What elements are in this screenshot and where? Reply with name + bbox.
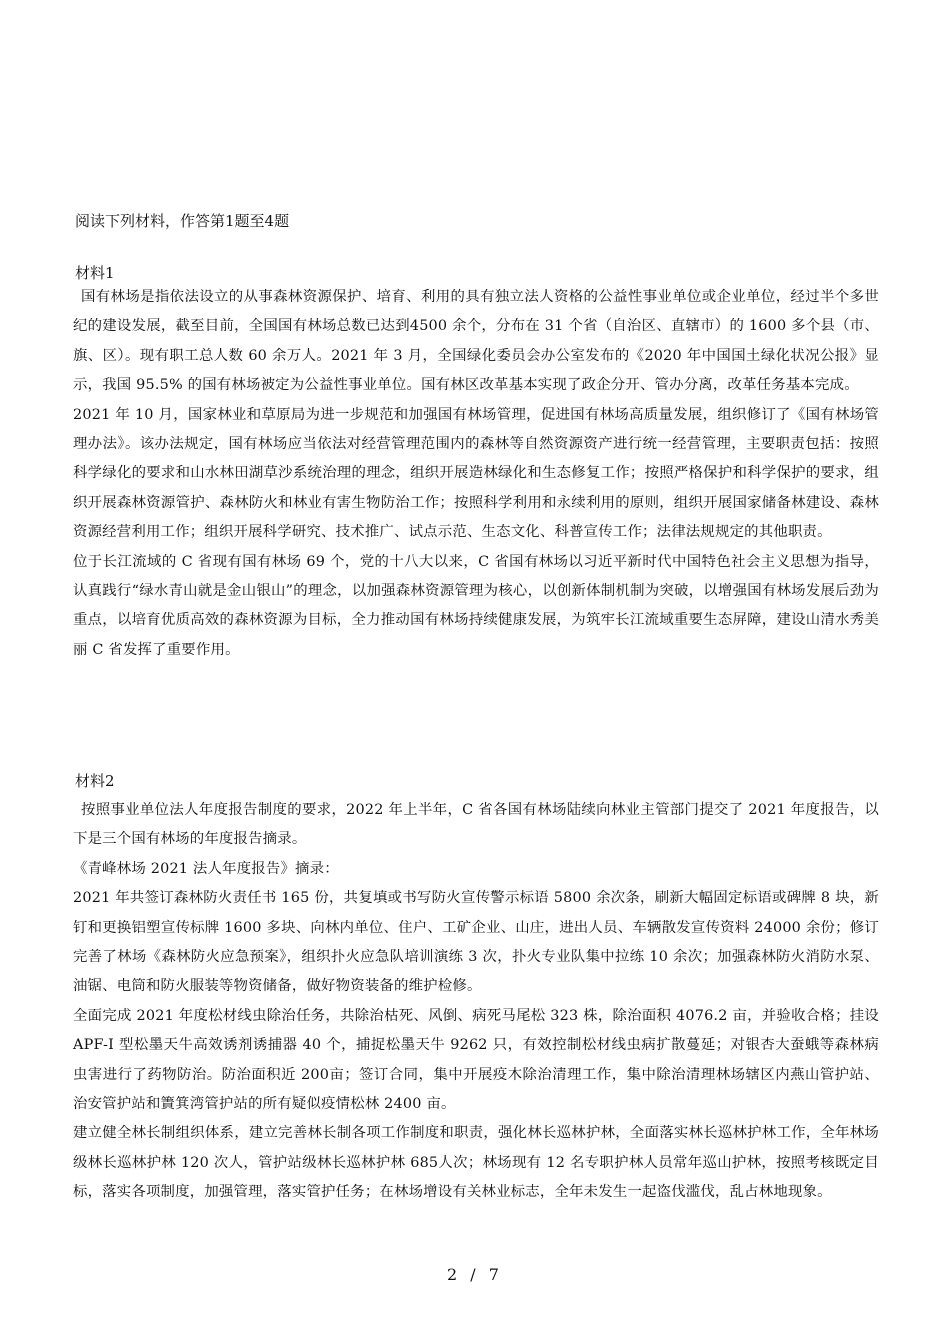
material-1-paragraph: 位于长江流域的 C 省现有国有林场 69 个，党的十八大以来，C 省国有林场以习近平新时代中国特色社会主义思想为指导，认真践行“绿水青山就是金山银山”的理念，以加强森林资源管理为核心，以创新体制机制为突破，以增强国有林场发展后劲为重点，以培育优质高效的森林资源为目标，全力推动国有林场持续健康发展，为筑牢长江流域重要生态屏障，建设山清水秀美丽 C 省发挥了重要作用。 bbox=[73, 553, 879, 658]
page-number: 2 / 7 bbox=[447, 1265, 503, 1284]
material-2-body bbox=[73, 796, 879, 1208]
material-1-body bbox=[73, 283, 879, 665]
material-1-paragraph: 2021 年 10 月，国家林业和草原局为进一步规范和加强国有林场管理，促进国有林场高质量发展，组织修订了《国有林场管理办法》。该办法规定，国有林场应当依法对经营管理范围内的森林等自然资源资产进行统一经营管理，主要职责包括：按照科学绿化的要求和山水林田湖草沙系统治理的理念，组织开展造林绿化和生态修复工作；按照严格保护和科学保护的要求，组织开展森林资源管护、森林防火和林业有害生物防治工作；按照科学利用和永续利用的原则，组织开展国家储备林建设、森林资源经营利用工作；组织开展科学研究、技术推广、试点示范、生态文化、科普宣传工作；法律法规规定的其他职责。 bbox=[73, 406, 879, 541]
report-heading: 《青峰林场 2021 法人年度报告》摘录： bbox=[73, 860, 339, 877]
material-2-paragraph: 建立健全林长制组织体系，建立完善林长制各项工作制度和职责，强化林长巡林护林，全面落实林长巡林护林工作，全年林场级林长巡林护林 120 次人，管护站级林长巡林护林 685人次；林场现有 12 名专职护林人员常年巡山护林，按照考核既定目标，落实各项制度，加强管理，落实管护任务；在林场增设有关林业标志，全年未发生一起盗伐滥伐，乱占林地现象。 bbox=[73, 1125, 879, 1201]
material-1-paragraph: 国有林场是指依法设立的从事森林资源保护、培育、利用的具有独立法人资格的公益性事业单位或企业单位，经过半个多世纪的建设发展，截至目前，全国国有林场总数已达到4500 余个，分布在 31 个省（自治区、直辖市）的 1600 多个县（市、旗、区）。现有职工总人数 60 余万人。2021 年 3 月，全国绿化委员会办公室发布的《2020 年中国国土绿化状况公报》显示，我国 95.5% 的国有林场被定为公益性事业单位。国有林区改革基本实现了政企分开、管办分离，改革任务基本完成。 bbox=[73, 289, 879, 394]
material-1-title: 材料1 bbox=[75, 264, 115, 282]
material-2-paragraph: 2021 年共签订森林防火责任书 165 份，共复填或书写防火宣传警示标语 5800 余次条，刷新大幅固定标语或碑牌 8 块，新钉和更换铝塑宣传标牌 1600 多块、向林内单位、住户、工矿企业、山庄，进出人员、车辆散发宣传资料 24000 余份；修订完善了林场《森林防火应急预案》，组织扑火应急队培训演练 3 次，扑火专业队集中拉练 10 余次；加强森林防火消防水泵、油锯、电筒和防火服装等物资储备，做好物资装备的维护检修。 bbox=[73, 890, 879, 995]
intro-instruction: 阅读下列材料，作答第1题至4题 bbox=[75, 212, 290, 230]
material-2-paragraph: 全面完成 2021 年度松材线虫除治任务，共除治枯死、风倒、病死马尾松 323 株，除治面积 4076.2 亩，并验收合格；挂设 APF-I 型松墨天牛高效诱剂诱捕器 40 个，捕捉松墨天牛 9262 只，有效控制松材线虫病扩散蔓延；对银杏大蚕蛾等森林病虫害进行了药物防治。防治面积近 200亩；签订合同，集中开展疫木除治清理工作，集中除治清理林场辖区内燕山管护站、治安管护站和簀箕湾管护站的所有疑似疫情松林 2400 亩。 bbox=[73, 1007, 879, 1113]
material-2-paragraph: 按照事业单位法人年度报告制度的要求，2022 年上半年，C 省各国有林场陆续向林业主管部门提交了 2021 年度报告，以下是三个国有林场的年度报告摘录。 bbox=[73, 802, 879, 848]
material-2-title: 材料2 bbox=[75, 772, 115, 790]
